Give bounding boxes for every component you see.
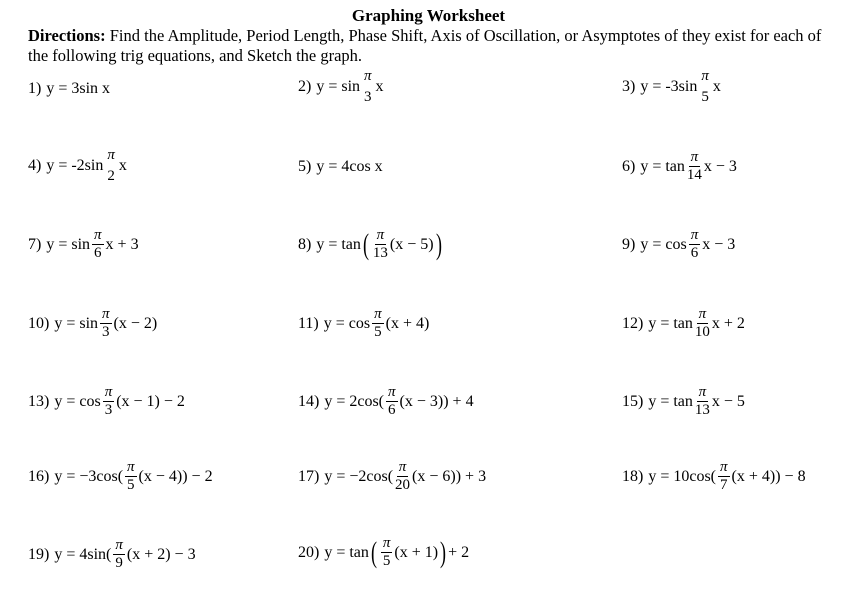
problem-19 <box>28 538 196 571</box>
problem-number: 3) <box>622 78 636 95</box>
equation-suffix: x <box>118 157 127 174</box>
problem-number: 17) <box>298 467 320 485</box>
problem-number: 7) <box>28 235 42 253</box>
problem-1 <box>28 81 110 97</box>
fraction-denominator: 6 <box>690 245 699 261</box>
equation-prefix: y = tan <box>640 157 685 175</box>
equation-prefix: y = 4sin( <box>54 545 112 563</box>
equation-suffix: (x − 5) <box>389 235 434 253</box>
fraction <box>103 385 115 418</box>
fraction <box>372 307 384 340</box>
equation-suffix: (x − 1) − 2 <box>116 392 185 410</box>
problem-4 <box>28 148 127 184</box>
problem-14 <box>298 385 474 418</box>
fraction <box>386 385 398 418</box>
equation-suffix: (x + 1) <box>394 543 439 561</box>
equation-prefix: y = −2cos( <box>324 467 394 485</box>
fraction <box>695 385 710 418</box>
equation-prefix: y = cos <box>54 392 101 410</box>
fraction-denominator: 7 <box>720 477 728 493</box>
fraction <box>105 148 117 184</box>
fraction-numerator: π <box>698 306 707 322</box>
equation-suffix: x + 2 <box>711 314 745 332</box>
fraction-numerator: π <box>115 537 123 553</box>
problem-6 <box>622 150 737 183</box>
fraction <box>689 228 701 261</box>
equation-suffix: (x − 3)) + 4 <box>399 392 474 410</box>
equation-prefix: y = -2sin <box>46 157 104 174</box>
left-paren: ( <box>362 227 369 261</box>
equation-suffix: (x − 6)) + 3 <box>412 467 487 485</box>
directions-text: Find the Amplitude, Period Length, Phase Shift, Axis of Oscillation, or Asymptotes of they exist for each of the following trig equations, and Sketch the graph. <box>28 26 822 65</box>
fraction-numerator: π <box>690 149 699 165</box>
fraction <box>92 228 104 261</box>
equation-suffix: x + 3 <box>105 235 139 253</box>
problem-17 <box>298 460 486 493</box>
problem-12 <box>622 307 745 340</box>
equation: y = 4cos x <box>316 158 383 175</box>
problem-number: 10) <box>28 314 50 332</box>
fraction-denominator: 13 <box>372 245 388 261</box>
equation-suffix: (x + 4) <box>385 314 430 332</box>
equation-suffix: (x − 2) <box>113 314 158 332</box>
problem-18 <box>622 460 806 493</box>
equation-prefix: y = cos <box>640 235 687 253</box>
problem-11 <box>298 307 429 340</box>
equation-prefix: y = sin <box>54 314 99 332</box>
problem-number: 8) <box>298 235 312 253</box>
fraction-numerator: π <box>698 384 707 400</box>
problem-number: 19) <box>28 545 50 563</box>
problem-9 <box>622 228 735 261</box>
equation-prefix: y = cos <box>323 314 371 332</box>
fraction-numerator: π <box>398 459 407 475</box>
problem-number: 14) <box>298 392 320 410</box>
fraction-numerator: π <box>107 147 115 163</box>
problem-number: 6) <box>622 157 636 175</box>
fraction-denominator: 3 <box>104 402 113 418</box>
fraction <box>373 228 388 261</box>
fraction-denominator: 5 <box>374 324 382 340</box>
equation-prefix: y = 10cos( <box>648 467 717 485</box>
right-paren: ) <box>435 227 442 261</box>
problem-number: 20) <box>298 543 320 561</box>
fraction-denominator: 2 <box>107 168 115 184</box>
fraction-denominator: 3 <box>364 89 372 105</box>
equation-suffix: x − 3 <box>702 235 736 253</box>
fraction-denominator: 5 <box>127 477 135 493</box>
fraction-denominator: 6 <box>94 245 102 261</box>
fraction-numerator: π <box>104 384 113 400</box>
fraction-denominator: 5 <box>701 89 709 105</box>
problem-number: 9) <box>622 235 636 253</box>
equation-prefix: y = sin <box>316 78 361 95</box>
problem-number: 13) <box>28 392 50 410</box>
left-paren: ( <box>370 535 377 569</box>
equation-suffix: x <box>712 78 721 95</box>
fraction-denominator: 3 <box>102 324 110 340</box>
equation-prefix: y = tan <box>324 543 369 561</box>
problem-number: 4) <box>28 157 42 174</box>
equation-prefix: y = sin <box>46 235 91 253</box>
equation-tail: + 2 <box>448 543 470 561</box>
fraction <box>113 538 125 571</box>
equation-prefix: y = tan <box>316 235 361 253</box>
problem-number: 11) <box>298 314 319 332</box>
fraction-numerator: π <box>374 306 382 322</box>
fraction-numerator: π <box>388 384 396 400</box>
fraction-numerator: π <box>382 535 391 551</box>
fraction-numerator: π <box>127 459 135 475</box>
problem-7 <box>28 228 139 261</box>
fraction-denominator: 9 <box>115 555 123 571</box>
fraction-denominator: 10 <box>694 324 710 340</box>
problem-8 <box>298 228 444 261</box>
fraction-numerator: π <box>690 227 699 243</box>
fraction <box>100 307 112 340</box>
fraction <box>381 536 393 569</box>
worksheet-title: Graphing Worksheet <box>351 6 506 25</box>
equation-suffix: (x + 4)) − 8 <box>731 467 806 485</box>
problem-13 <box>28 385 185 418</box>
fraction <box>395 460 410 493</box>
directions-label: Directions: <box>28 26 106 45</box>
fraction-numerator: π <box>701 68 709 84</box>
problem-15 <box>622 385 745 418</box>
equation-prefix: y = tan <box>648 392 693 410</box>
right-paren: ) <box>440 535 447 569</box>
fraction-numerator: π <box>364 68 372 84</box>
equation-prefix: y = -3sin <box>640 78 698 95</box>
problem-10 <box>28 307 157 340</box>
fraction <box>695 307 710 340</box>
fraction <box>125 460 137 493</box>
problem-number: 1) <box>28 80 42 97</box>
fraction-numerator: π <box>94 227 102 243</box>
problem-number: 5) <box>298 158 312 175</box>
fraction <box>687 150 702 183</box>
fraction-denominator: 13 <box>694 402 710 418</box>
problem-16 <box>28 460 213 493</box>
fraction <box>362 69 374 105</box>
equation-suffix: (x + 2) − 3 <box>126 545 196 563</box>
fraction-denominator: 6 <box>388 402 396 418</box>
problem-number: 18) <box>622 467 644 485</box>
problem-number: 15) <box>622 392 644 410</box>
problem-5 <box>298 159 383 175</box>
problem-3 <box>622 69 721 105</box>
fraction-numerator: π <box>376 227 385 243</box>
problem-20 <box>298 536 469 569</box>
fraction-numerator: π <box>102 306 110 322</box>
equation-suffix: x <box>375 78 384 95</box>
fraction-denominator: 14 <box>686 167 702 183</box>
directions <box>28 26 838 66</box>
equation-suffix: (x − 4)) − 2 <box>138 467 213 485</box>
equation-prefix: y = tan <box>648 314 693 332</box>
fraction <box>718 460 730 493</box>
equation: y = 3sin x <box>46 80 111 97</box>
fraction-denominator: 20 <box>395 477 411 493</box>
fraction <box>699 69 711 105</box>
problem-number: 12) <box>622 314 644 332</box>
fraction-numerator: π <box>720 459 728 475</box>
problem-2 <box>298 69 384 105</box>
equation-suffix: x − 5 <box>711 392 745 410</box>
equation-prefix: y = 2cos( <box>324 392 385 410</box>
equation-suffix: x − 3 <box>703 157 737 175</box>
problem-number: 16) <box>28 467 50 485</box>
fraction-denominator: 5 <box>382 553 391 569</box>
problem-number: 2) <box>298 78 312 95</box>
equation-prefix: y = −3cos( <box>54 467 124 485</box>
